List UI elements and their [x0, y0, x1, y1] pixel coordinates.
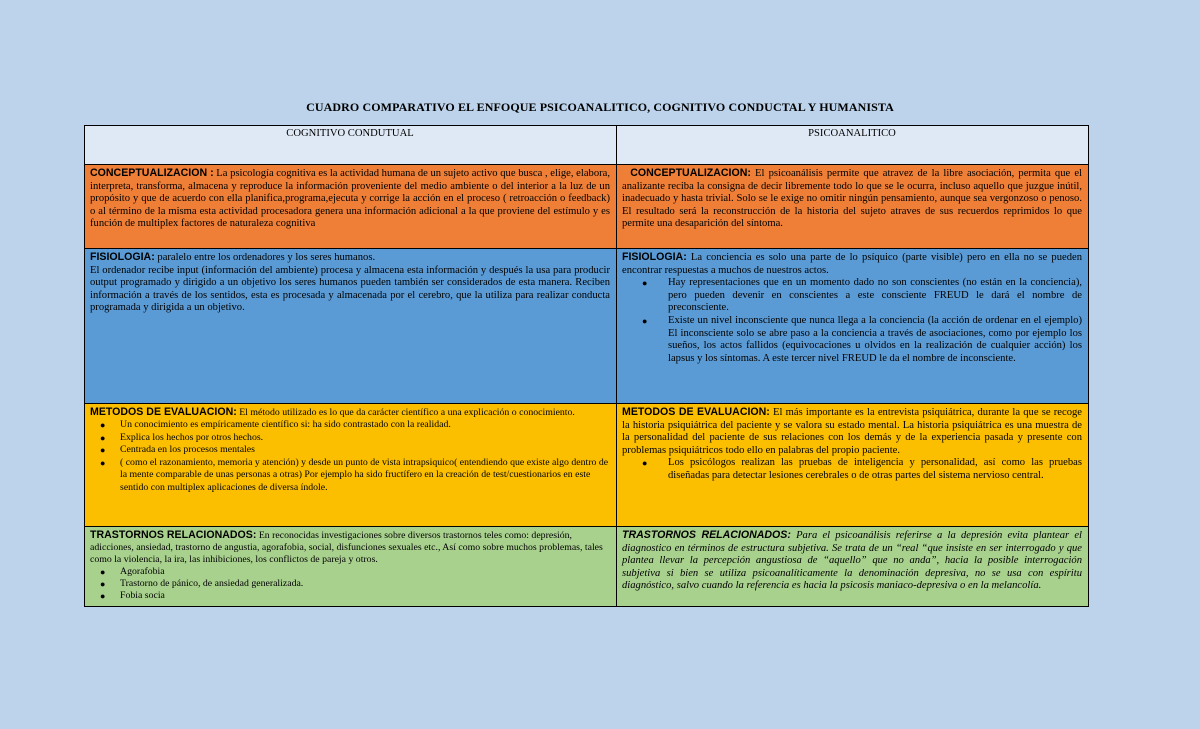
text-fisiologia: La conciencia es solo una parte de lo psíquico (parte visible) pero en ella no se pueden encontrar respuestas a muchos de nuestros actos.: [622, 252, 1082, 276]
list-item: [100, 431, 610, 445]
list-item-text: Explica los hechos por otros hechos.: [120, 431, 264, 443]
list-item-text: Fobia socia: [120, 590, 165, 601]
trastornos-bullet-list: [90, 566, 610, 602]
list-item-text: ( como el razonamiento, memoria y atención) y desde un punto de vista intrapsiquico( entendiendo que existe algo dentro de la mente comparable de unas personas a otras) Por ejemplo ha sido fructífero en la creación de test/cuestionarios en este sentido con multiplex aplicaciones de diversa índole.: [120, 456, 609, 493]
list-item: [642, 314, 1082, 365]
text-trastornos: En reconocidas investigaciones sobre diversos trastornos teles como: depresión, adicciones, ansiedad, trastorno de angustia, agorafobia, social, disfunciones sexuales etc., Así como sobre muchos problemas, tales como la violencia, la ira, las inhibiciones, los conflictos de pareja y otros.: [90, 530, 603, 565]
header-row: [85, 126, 1089, 165]
list-item: [100, 578, 610, 590]
column-header-cognitivo: COGNITIVO CONDUTUAL: [85, 126, 617, 165]
conceptualizacion-row: [85, 165, 1089, 249]
cell-metodos-psicoanalitico: [617, 404, 1089, 527]
label-metodos: METODOS DE EVALUACION:: [622, 406, 770, 418]
label-trastornos: TRASTORNOS RELACIONADOS:: [622, 529, 791, 541]
list-item-text: Hay representaciones que en un momento dado no son conscientes (no están en la conciencia), pero pueden devenir en conscientes a este consciente FREUD le dará el nombre de preconsciente.: [668, 277, 1082, 314]
list-item-text: Un conocimiento es empíricamente científico si: ha sido contrastado con la realidad.: [120, 419, 451, 430]
text-trastornos: Para el psicoanálisis referirse a la depresión evita plantear el diagnostico en términos de estructura subjetiva. Se trata de un “real “que insiste en ser interrogado y que plantea llevar la percepción angustiosa de “aquello” que no anda”, hacia la posible interrogación subjetiva si bien se utiliza psicoanalíticamente la denominación depresiva, no se usa con espíritu diagnóstico, salvo cuando la referencia es hacia la psicosis maniaco-depresiva o en la melancolía.: [622, 530, 1082, 592]
list-item-text: Centrada en los procesos mentales: [120, 444, 255, 456]
list-item: [642, 457, 1082, 482]
list-item: [642, 277, 1082, 315]
cell-trastornos-psicoanalitico: [617, 527, 1089, 607]
list-item-text: Los psicólogos realizan las pruebas de inteligencia y personalidad, así como las pruebas diseñadas para detectar lesiones cerebrales o de otras partes del sistema nervioso central.: [668, 457, 1082, 481]
label-trastornos: TRASTORNOS RELACIONADOS:: [90, 529, 257, 541]
bullet-icon: ●: [100, 420, 106, 430]
trastornos-row: [85, 527, 1089, 607]
bullet-icon: ●: [100, 567, 106, 577]
label-conceptualizacion: CONCEPTUALIZACION:: [630, 167, 751, 179]
text-conceptualizacion: La psicología cognitiva es la actividad humana de un sujeto activo que busca , elige, elabora, interpreta, transforma, almacena y reproduce la información proveniente del medio ambiente o del interior a la luz de un propósito y que de acuerdo con ella planifica,programa,ejecuta y corrige la acción en el proceso ( retroacción o feedback) o al término de la misma esta actividad procesadora genera una información adicional a la que proviene del estímulo y es función de multiplex factores de naturaleza cognitiva: [90, 168, 611, 230]
cell-conceptualizacion-cognitivo: [85, 165, 617, 249]
cell-trastornos-cognitivo: [85, 527, 617, 607]
bullet-icon: ●: [100, 457, 106, 468]
metodos-row: [85, 404, 1089, 527]
label-fisiologia: FISIOLOGIA:: [622, 251, 687, 263]
metodos-bullet-list: [90, 419, 610, 495]
text-conceptualizacion: El psicoanálisis permite que atravez de la libre asociación, permita que el analizante reciba la consigna de decir libremente todo lo que se le ocurra, incluso aquello que juzgue inútil, inadecuado y hasta trivial. Solo se le exige no omitir ningún pensamiento, aunque sea vergonzoso o penoso. El resultado será la reconstrucción de la historia del sujeto atraves de sus recuerdos reprimidos lo que permite una desaparición del síntoma.: [622, 168, 1082, 230]
label-metodos: METODOS DE EVALUACION:: [90, 406, 237, 418]
cell-fisiologia-cognitivo: [85, 249, 617, 404]
text-fisiologia-intro: paralelo entre los ordenadores y los seres humanos.: [154, 252, 376, 263]
list-item: [100, 419, 610, 432]
cell-conceptualizacion-psicoanalitico: [617, 165, 1089, 249]
list-item: [100, 444, 610, 457]
document-title: CUADRO COMPARATIVO EL ENFOQUE PSICOANALITICO, COGNITIVO CONDUCTAL Y HUMANISTA: [306, 100, 894, 114]
bullet-icon: ●: [100, 432, 106, 443]
bullet-icon: ●: [642, 315, 648, 326]
bullet-icon: ●: [100, 579, 106, 589]
column-header-psicoanalitico: PSICOANALITICO: [617, 126, 1089, 165]
text-metodos: El método utilizado es lo que da carácter científico a una explicación o conocimiento.: [236, 407, 575, 418]
cell-metodos-cognitivo: [85, 404, 617, 527]
fisiologia-row: [85, 249, 1089, 404]
label-fisiologia: FISIOLOGIA:: [90, 251, 155, 263]
list-item: [100, 590, 610, 602]
list-item-text: Existe un nivel inconsciente que nunca llega a la conciencia (la acción de ordenar en el ejemplo) El inconsciente solo se abre paso a la conciencia a través de asociaciones, como por ejemplo los sueños, los actos fallidos (equivocaciones u olvidos en la realización de cualquier acción) los lapsus y los síntomas. A este tercer nivel FREUD le da el nombre de inconsciente.: [668, 314, 1082, 364]
fisiologia-bullet-list: [622, 277, 1082, 365]
comparison-table: [84, 125, 1089, 607]
bullet-icon: ●: [100, 445, 106, 456]
bullet-icon: ●: [642, 278, 648, 289]
text-metodos: El más importante es la entrevista psiquiátrica, durante la que se recoge la historia psiquiátrica del paciente y se valora su estado mental. La historia psiquiátrica es una muestra de la personalidad del paciente de sus relaciones con los demás y de la experiencia pasada y presente con problemas psiquiátricos todo ello en palabras del propio paciente.: [622, 407, 1082, 456]
bullet-icon: ●: [642, 458, 648, 469]
bullet-icon: ●: [100, 591, 106, 601]
text-fisiologia: El ordenador recibe input (información del ambiente) procesa y almacena esta información y después la usa para producir output programado y dirigido a un objetivo los seres humanos pueden también ser considerados de esta manera. Reciben información a través de los sentidos, esta es procesada y almacenada por el cerebro, que la utiliza para realizar conducta programada y dirigida a un objetivo.: [90, 264, 610, 314]
list-item: [100, 566, 610, 578]
list-item-text: Trastorno de pánico, de ansiedad generalizada.: [120, 578, 304, 589]
cell-fisiologia-psicoanalitico: [617, 249, 1089, 404]
list-item-text: Agorafobia: [120, 566, 165, 577]
metodos-bullet-list: [622, 457, 1082, 482]
label-conceptualizacion: CONCEPTUALIZACION :: [90, 167, 214, 179]
list-item: [100, 456, 610, 495]
